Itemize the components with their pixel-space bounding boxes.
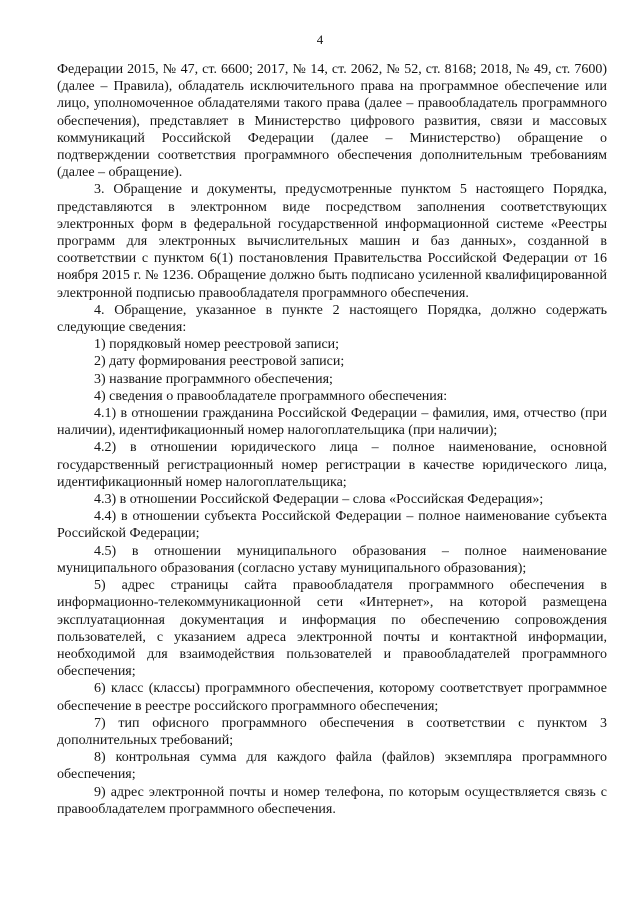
list-item-9: 9) адрес электронной почты и номер телефона, по которым осуществляется связь с правообладателем программного обеспечения. [57, 784, 607, 817]
paragraph-rules-continuation: Федерации 2015, № 47, ст. 6600; 2017, № 14, ст. 2062, № 52, ст. 8168; 2018, № 49, ст. 7600) (далее – Правила), обладатель исключительного права на программное обеспечение или лицо, уполномоченное обладателями такого права (далее – правообладатель программного обеспечения), представляет в Министерство цифрового развития, связи и массовых коммуникаций Российской Федерации (далее – Министерство) обращение о подтверждении соответствия программного обеспечения дополнительным требованиям (далее – обращение). [57, 62, 607, 181]
list-item-4-3: 4.3) в отношении Российской Федерации – слова «Российская Федерация»; [94, 492, 544, 508]
document-body [57, 61, 607, 818]
paragraph-3-submission: 3. Обращение и документы, предусмотренные пунктом 5 настоящего Порядка, представляются в электронном виде посредством заполнения соответствующих электронных форм в федеральной государственной информационной системе «Реестры программ для электронных вычислительных машин и баз данных», созданной в соответствии с пунктом 6(1) постановления Правительства Российской Федерации от 16 ноября 2015 г. № 1236. Обращение должно быть подписано усиленной квалифицированной электронной подписью правообладателя программного обеспечения. [57, 182, 607, 301]
list-item-5: 5) адрес страницы сайта правообладателя программного обеспечения в информационно-телекоммуникационной сети «Интернет», на которой размещена эксплуатационная документация и информация по обеспечению сопровождения пользователей, с указанием адреса электронной почты и контактной информации, необходимой для взаимодействия пользователей и правообладателей программного обеспечения; [57, 578, 607, 680]
list-item-8: 8) контрольная сумма для каждого файла (файлов) экземпляра программного обеспечения; [57, 750, 607, 783]
list-item-2: 2) дату формирования реестровой записи; [94, 354, 345, 370]
list-item-1: 1) порядковый номер реестровой записи; [94, 337, 340, 353]
list-item-3: 3) название программного обеспечения; [94, 371, 333, 387]
paragraph-4-contents: 4. Обращение, указанное в пункте 2 настоящего Порядка, должно содержать следующие сведения: [57, 302, 607, 336]
list-item-4-5: 4.5) в отношении муниципального образования – полное наименование муниципального образования (согласно уставу муниципального образования); [57, 543, 607, 576]
list-item-6: 6) класс (классы) программного обеспечения, которому соответствует программное обеспечение в реестре российского программного обеспечения; [57, 681, 607, 714]
list-item-4-1: 4.1) в отношении гражданина Российской Федерации – фамилия, имя, отчество (при наличии), идентификационный номер налогоплательщика (при наличии); [57, 406, 607, 439]
list-item-4-4: 4.4) в отношении субъекта Российской Федерации – полное наименование субъекта Российской Федерации; [57, 509, 607, 542]
list-item-7: 7) тип офисного программного обеспечения в соответствии с пунктом 3 дополнительных требований; [57, 715, 607, 748]
list-item-4: 4) сведения о правообладателе программного обеспечения: [94, 388, 448, 404]
page-number: 4 [316, 32, 324, 47]
list-item-4-2: 4.2) в отношении юридического лица – полное наименование, основной государственный регистрационный номер регистрации в качестве юридического лица, идентификационный номер налогоплательщика; [57, 440, 607, 490]
